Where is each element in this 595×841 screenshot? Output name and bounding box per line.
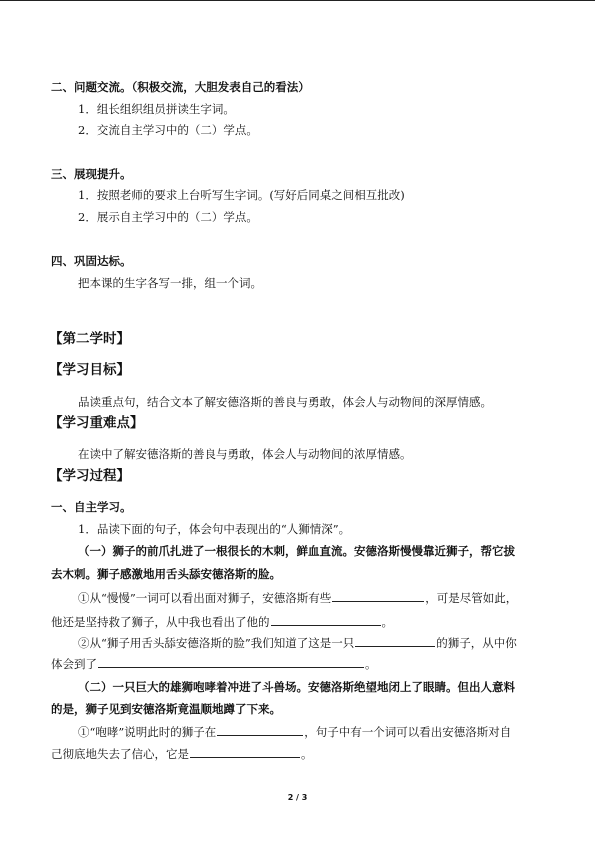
- section-2-item-1: 1．组长组织组员拼读生字词。: [78, 102, 235, 116]
- key-difficulty-text: 在读中了解安德洛斯的善良与勇敢，体会人与动物间的浓厚情感。: [78, 447, 412, 461]
- page-number: 2 / 3: [287, 793, 308, 802]
- question-2-line-1: ②从“狮子用舌头舔安德洛斯的脸”我们知道了这是一只 的狮子，从中你: [78, 636, 517, 650]
- passage-2-line-2: 的是，狮子见到安德洛斯竟温顺地蹲了下来。: [51, 702, 281, 716]
- passage-1-line-1: （一）狮子的前爪扎进了一根很长的木刺，鲜血直流。安德洛斯慢慢靠近狮子，帮它拔: [78, 544, 515, 558]
- answer-blank-5[interactable]: [217, 724, 303, 736]
- page-top-border: [0, 0, 595, 1]
- section-2-heading: 二、问题交流。（积极交流，大胆发表自己的看法）: [51, 80, 310, 94]
- answer-blank-4[interactable]: [98, 656, 364, 668]
- answer-blank-3[interactable]: [355, 635, 435, 647]
- section-3-item-1: 1．按照老师的要求上台听写生字词。(写好后同桌之间相互批改): [78, 188, 405, 202]
- section-4-item-1: 把本课的生字各写一排，组一个词。: [78, 276, 262, 290]
- question-1-line-1: ①从“慢慢”一词可以看出面对狮子，安德洛斯有些 ，可是尽管如此，: [78, 591, 518, 605]
- answer-blank-2[interactable]: [271, 614, 381, 626]
- learning-process-title: 【学习过程】: [49, 468, 130, 484]
- self-study-heading: 一、自主学习。: [51, 500, 132, 514]
- question-1-line-2: 他还是坚持救了狮子，从中我也看出了他的 。: [51, 615, 393, 629]
- passage-2-line-1: （二）一只巨大的雄狮咆哮着冲进了斗兽场。安德洛斯绝望地闭上了眼睛。但出人意料: [78, 680, 515, 694]
- question-3-line-2: 己彻底地失去了信心，它是 。: [51, 747, 313, 761]
- section-4-heading: 四、巩固达标。: [51, 254, 132, 268]
- passage-1-line-2: 去木刺。狮子感激地用舌头舔安德洛斯的脸。: [51, 567, 281, 581]
- key-difficulty-title: 【学习重难点】: [49, 415, 144, 431]
- section-3-item-2: 2．展示自主学习中的（二）学点。: [78, 210, 258, 224]
- learning-goal-text: 品读重点句，结合文本了解安德洛斯的善良与勇敢，体会人与动物间的深厚情感。: [78, 395, 492, 409]
- section-2-item-2: 2．交流自主学习中的（二）学点。: [78, 123, 258, 137]
- period-2-title: 【第二学时】: [49, 331, 130, 347]
- answer-blank-6[interactable]: [190, 746, 300, 758]
- question-3-line-1: ①“咆哮”说明此时的狮子在 ，句子中有一个词可以看出安德洛斯对自: [78, 725, 512, 739]
- answer-blank-1[interactable]: [332, 590, 424, 602]
- section-3-heading: 三、展现提升。: [51, 167, 132, 181]
- self-study-item-1: 1．品读下面的句子，体会句中表现出的“人狮情深”。: [78, 522, 351, 536]
- learning-goal-title: 【学习目标】: [49, 362, 130, 378]
- question-2-line-2: 体会到了 。: [51, 657, 377, 671]
